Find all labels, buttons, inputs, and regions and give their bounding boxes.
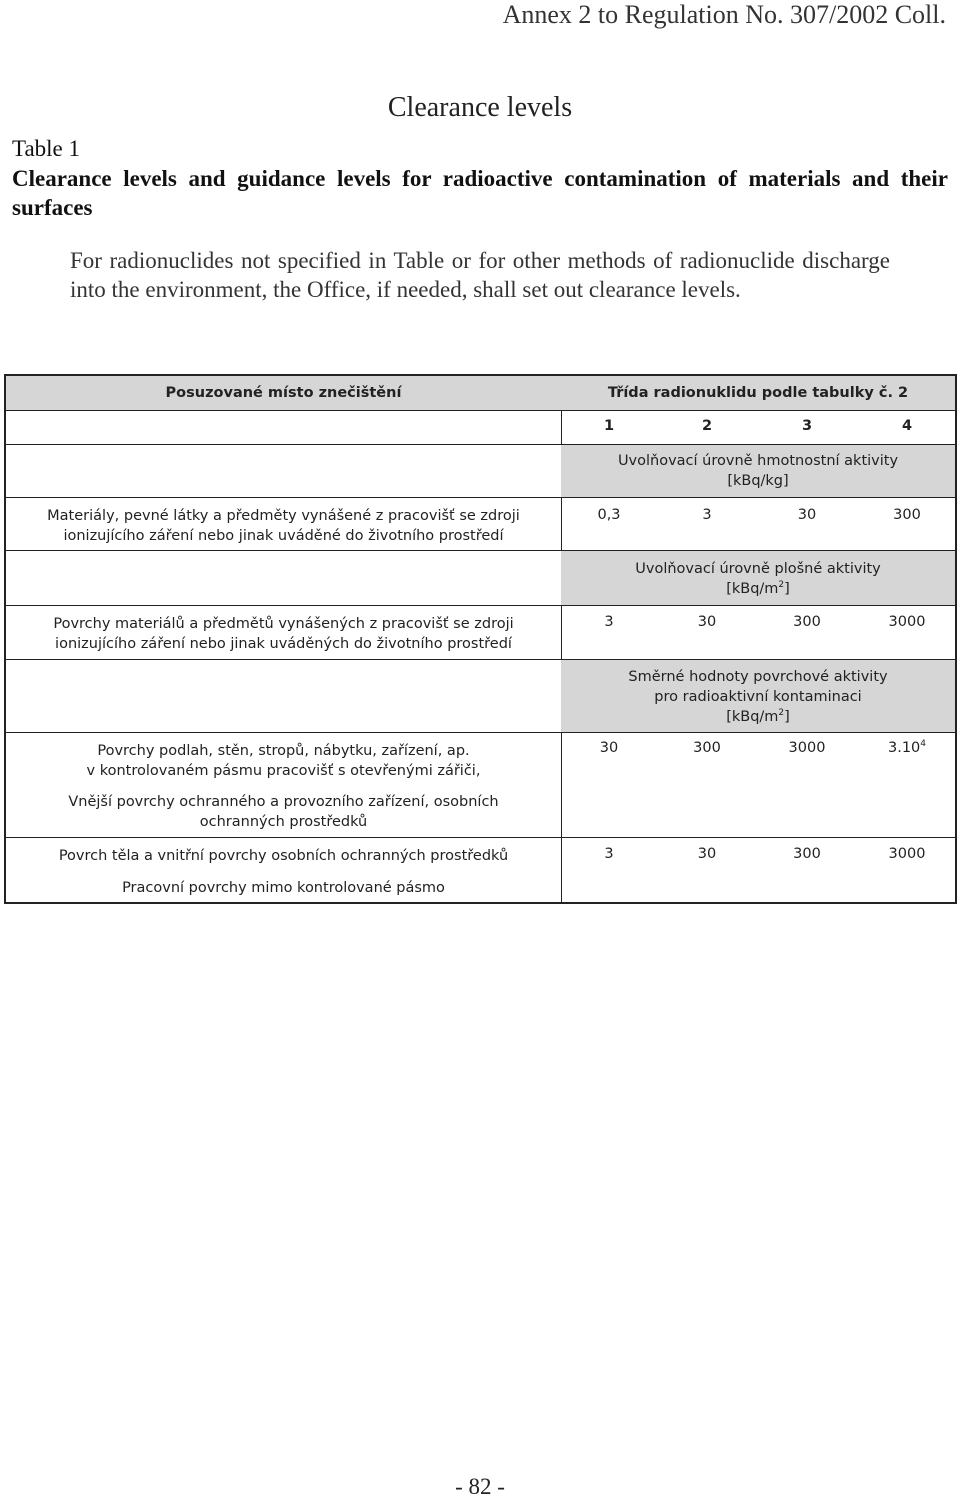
- value-cell: 3: [604, 846, 614, 862]
- row-border: [6, 605, 955, 606]
- table-label: Table 1: [12, 136, 81, 161]
- unit-superscript: 2: [778, 580, 785, 591]
- column-header-class: Třída radionuklidu podle tabulky č. 2: [607, 385, 909, 401]
- page-title: Clearance levels: [387, 92, 573, 123]
- class-number: 1: [603, 418, 615, 434]
- unit-close: ]: [784, 581, 790, 597]
- column-header-location: Posuzované místo znečištění: [165, 385, 402, 401]
- section-heading-line: pro radioaktivní kontaminaci: [654, 689, 862, 705]
- unit-text: [kBq/m: [726, 581, 779, 597]
- row-label-working-surfaces: [6, 878, 561, 898]
- row-label-line: ionizujícího záření nebo jinak uváděné do životního prostředí: [63, 528, 504, 544]
- value-row: [561, 614, 955, 634]
- class-numbers-row: [561, 418, 955, 438]
- value-cell: 300: [693, 740, 721, 756]
- value-cell: 3000: [888, 614, 926, 630]
- value-cell: 3: [604, 614, 614, 630]
- row-border: [6, 497, 955, 498]
- clearance-table: [4, 374, 957, 904]
- value-cell: 30: [599, 740, 619, 756]
- value-cell: 3: [702, 507, 712, 523]
- table-caption: Clearance levels and guidance levels for radioactive contamination of materials and their surfaces: [12, 166, 948, 220]
- section-heading-line: Uvolňovací úrovně plošné aktivity: [635, 561, 881, 577]
- unit-superscript: 2: [778, 708, 785, 719]
- value-base: 3.10: [887, 740, 921, 756]
- annex-header: Annex 2 to Regulation No. 307/2002 Coll.: [502, 0, 946, 29]
- row-label-line: ionizujícího záření nebo jinak uváděných do životního prostředí: [55, 636, 512, 652]
- row-label-line: Povrchy materiálů a předmětů vynášených z pracovišť se zdroji: [53, 616, 514, 632]
- value-cell: 30: [797, 507, 817, 523]
- section-heading-unit: [561, 707, 955, 727]
- value-cell: 300: [793, 846, 821, 862]
- intro-paragraph: For radionuclides not specified in Table or for other methods of radionuclide discharge into the environment, the Office, if needed, shall set out clearance levels.: [70, 248, 890, 302]
- row-label-materials: [6, 506, 561, 546]
- class-number: 4: [901, 418, 913, 434]
- class-number: 3: [801, 418, 813, 434]
- value-cell: [867, 740, 947, 756]
- value-cell: 3000: [788, 740, 826, 756]
- section-heading-surface-activity: [561, 551, 955, 605]
- section-heading-unit: [kBq/kg]: [727, 473, 789, 489]
- row-label-external-surfaces: [6, 792, 561, 832]
- section-heading-guidance-levels: [561, 660, 955, 732]
- class-number: 2: [701, 418, 713, 434]
- value-cell: 3000: [888, 846, 926, 862]
- value-cell: 300: [793, 614, 821, 630]
- section-heading-unit: [561, 579, 955, 599]
- value-row: [561, 846, 955, 866]
- row-label-line: Povrch těla a vnitřní povrchy osobních ochranných prostředků: [58, 848, 509, 864]
- row-label-line: Vnější povrchy ochranného a provozního zařízení, osobních: [68, 794, 499, 810]
- row-label-line: Povrchy podlah, stěn, stropů, nábytku, zařízení, ap.: [97, 743, 470, 759]
- row-label-line: Pracovní povrchy mimo kontrolované pásmo: [122, 880, 445, 896]
- table-header-row: [6, 376, 955, 411]
- page-number: - 82 -: [455, 1474, 505, 1499]
- section-heading-line: Směrné hodnoty povrchové aktivity: [628, 669, 888, 685]
- row-label-line: Materiály, pevné látky a předměty vynášené z pracovišť se zdroji: [47, 508, 520, 524]
- section-heading-mass-activity: [561, 445, 955, 497]
- unit-close: ]: [784, 709, 790, 725]
- row-label-body-surface: [6, 846, 561, 866]
- value-cell: 300: [893, 507, 921, 523]
- row-label-line: ochranných prostředků: [199, 814, 368, 830]
- row-border: [6, 732, 955, 733]
- row-label-line: v kontrolovaném pásmu pracovišť s otevřenými zářiči,: [86, 763, 481, 779]
- value-cell: 30: [697, 846, 717, 862]
- row-label-floors-walls: [6, 741, 561, 781]
- row-border: [6, 837, 955, 838]
- value-exponent: 4: [920, 739, 927, 750]
- row-label-surfaces: [6, 614, 561, 654]
- value-row: [561, 740, 955, 760]
- value-cell: 0,3: [597, 507, 621, 523]
- value-cell: 30: [697, 614, 717, 630]
- value-row: [561, 507, 955, 527]
- section-heading-line: Uvolňovací úrovně hmotnostní aktivity: [617, 453, 899, 469]
- unit-text: [kBq/m: [726, 709, 779, 725]
